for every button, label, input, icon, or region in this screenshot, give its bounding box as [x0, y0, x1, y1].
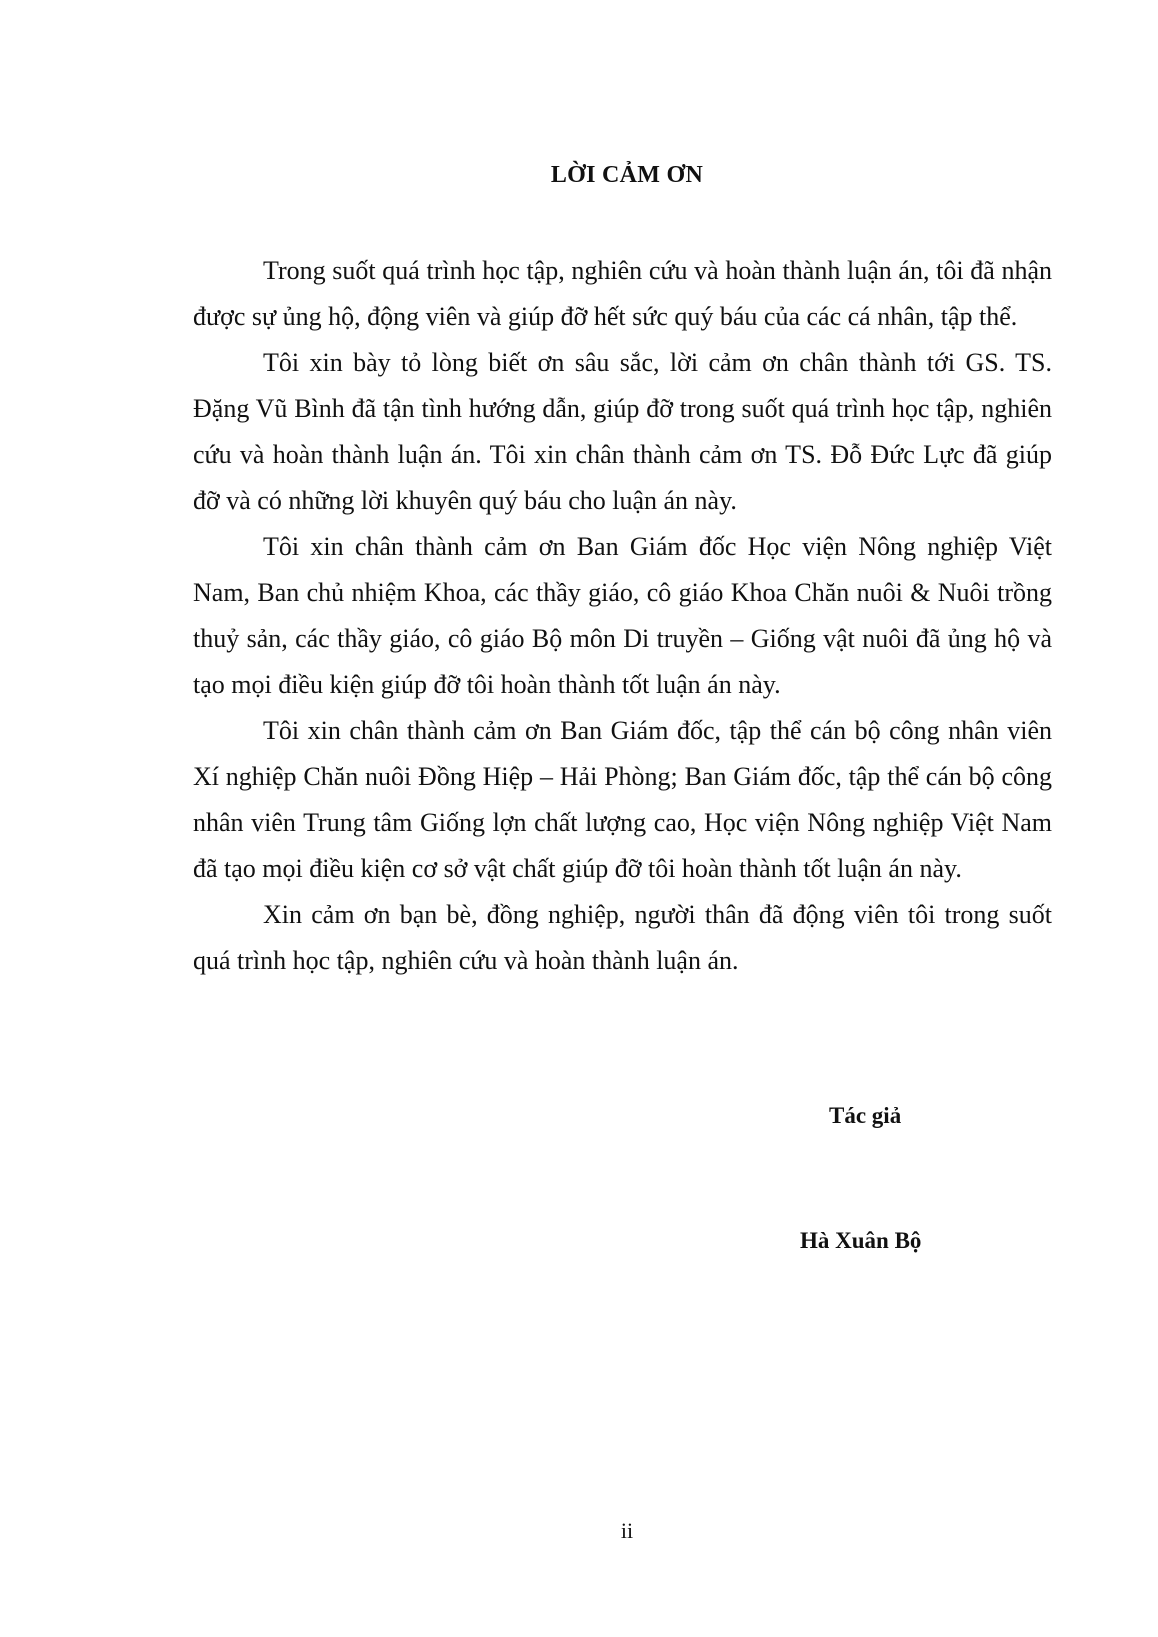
paragraph-1: Trong suốt quá trình học tập, nghiên cứu và hoàn thành luận án, tôi đã nhận được sự ủng hộ, động viên và giúp đỡ hết sức quý báu của các cá nhân, tập thể. [193, 256, 1052, 331]
author-name: Hà Xuân Bộ [800, 1228, 922, 1253]
paragraph-4: Tôi xin chân thành cảm ơn Ban Giám đốc, tập thể cán bộ công nhân viên Xí nghiệp Chăn nuôi Đồng Hiệp – Hải Phòng; Ban Giám đốc, tập thể cán bộ công nhân viên Trung tâm Giống lợn chất lượng cao, Học viện Nông nghiệp Việt Nam đã tạo mọi điều kiện cơ sở vật chất giúp đỡ tôi hoàn thành tốt luận án này. [193, 716, 1052, 883]
acknowledgement-body [193, 248, 1052, 984]
paragraph-2: Tôi xin bày tỏ lòng biết ơn sâu sắc, lời cảm ơn chân thành tới GS. TS. Đặng Vũ Bình đã tận tình hướng dẫn, giúp đỡ trong suốt quá trình học tập, nghiên cứu và hoàn thành luận án. Tôi xin chân thành cảm ơn TS. Đỗ Đức Lực đã giúp đỡ và có những lời khuyên quý báu cho luận án này. [193, 348, 1052, 515]
paragraph-3: Tôi xin chân thành cảm ơn Ban Giám đốc Học viện Nông nghiệp Việt Nam, Ban chủ nhiệm Khoa, các thầy giáo, cô giáo Khoa Chăn nuôi & Nuôi trồng thuỷ sản, các thầy giáo, cô giáo Bộ môn Di truyền – Giống vật nuôi đã ủng hộ và tạo mọi điều kiện giúp đỡ tôi hoàn thành tốt luận án này. [193, 532, 1052, 699]
page-number: ii [620, 1518, 634, 1543]
paragraph-5: Xin cảm ơn bạn bè, đồng nghiệp, người thân đã động viên tôi trong suốt quá trình học tập, nghiên cứu và hoàn thành luận án. [193, 900, 1052, 975]
page-title: LỜI CẢM ƠN [550, 162, 704, 188]
signature-label: Tác giả [829, 1103, 902, 1128]
